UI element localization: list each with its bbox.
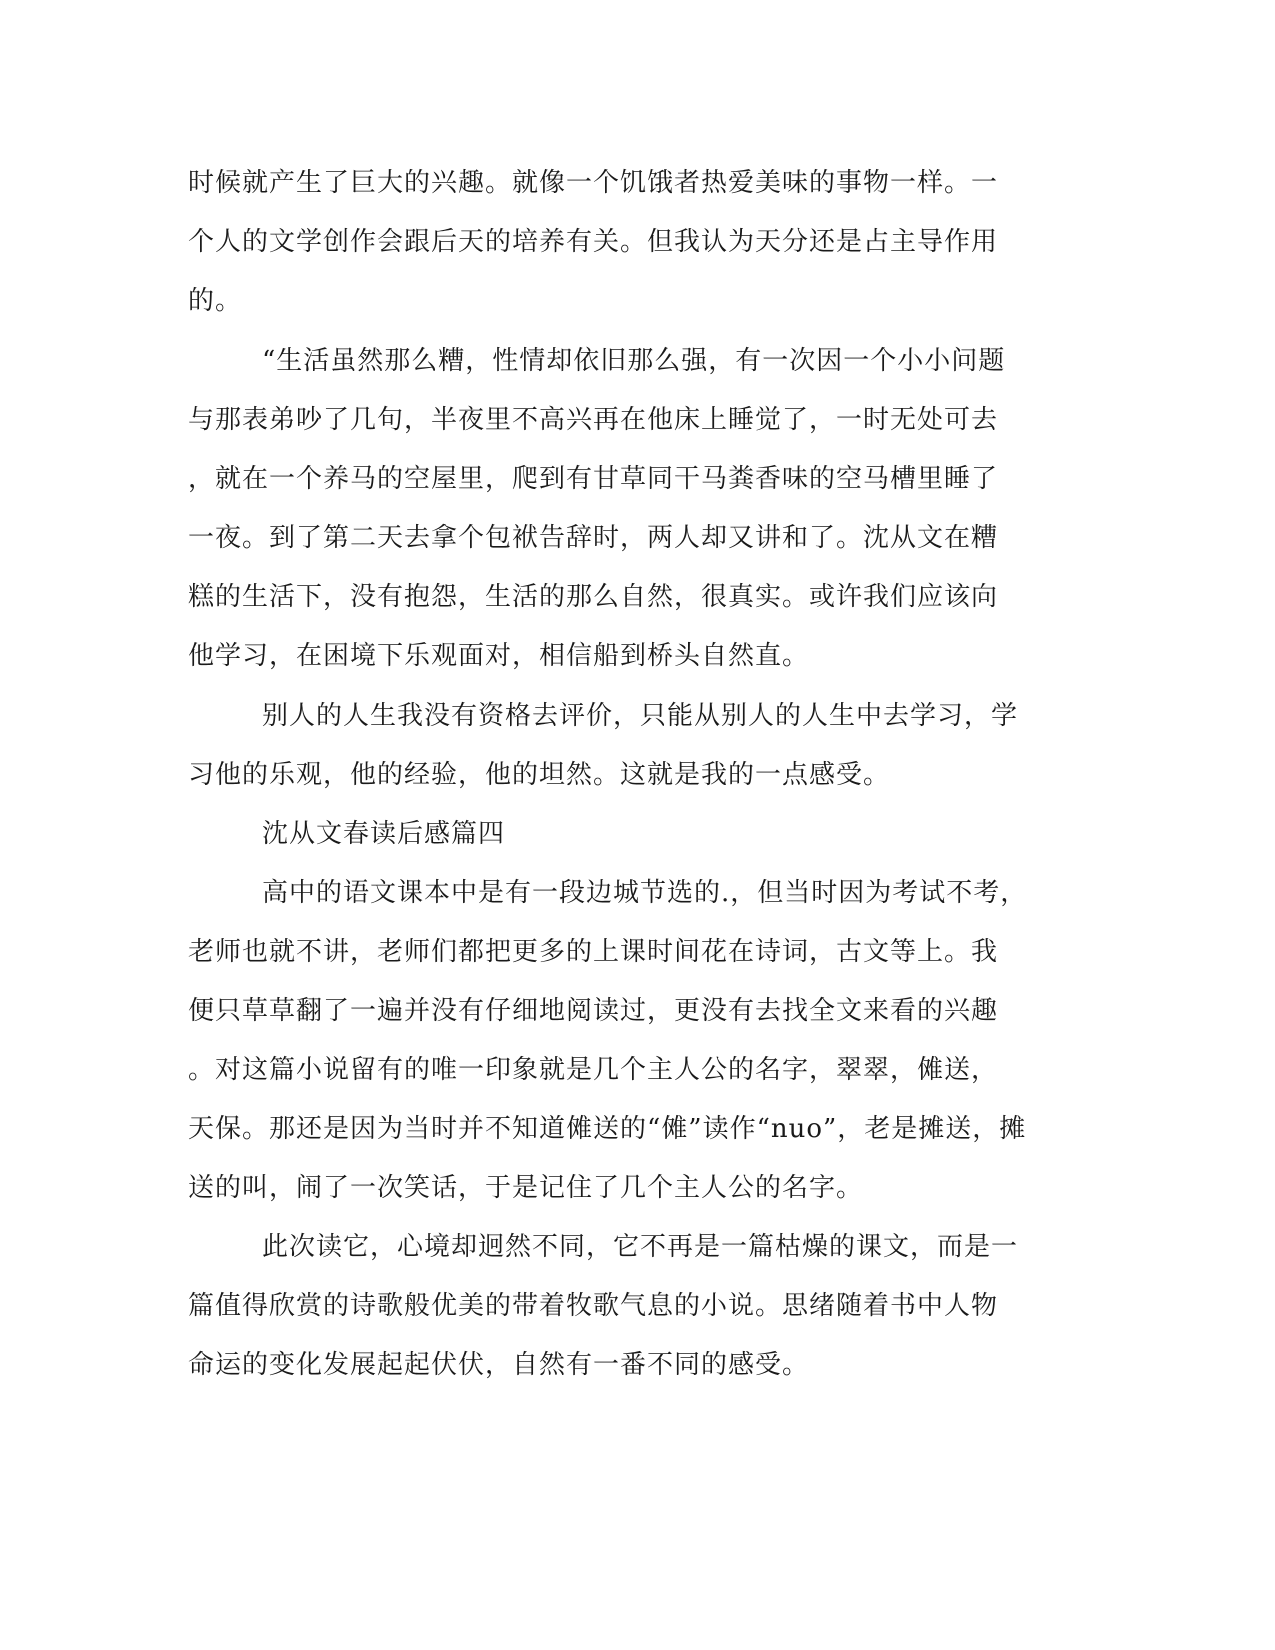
text-line: 一夜。到了第二天去拿个包袱告辞时，两人却又讲和了。沈从文在糟 (188, 523, 999, 553)
section-heading: 沈从文春读后感篇四 (262, 819, 506, 849)
text-line: 高中的语文课本中是有一段边城节选的.，但当时因为考试不考， (262, 878, 1028, 908)
text-line: 别人的人生我没有资格去评价，只能从别人的人生中去学习，学 (262, 701, 1019, 731)
text-line: 老师也就不讲，老师们都把更多的上课时间花在诗词，古文等上。我 (188, 937, 999, 967)
text-line: 命运的变化发展起起伏伏，自然有一番不同的感受。 (188, 1350, 810, 1380)
text-line: 天保。那还是因为当时并不知道傩送的“傩”读作“nuo”，老是摊送，摊 (188, 1114, 1027, 1144)
text-line: 此次读它，心境却迥然不同，它不再是一篇枯燥的课文，而是一 (262, 1232, 1019, 1262)
text-line: 他学习，在困境下乐观面对，相信船到桥头自然直。 (188, 641, 810, 671)
text-line: 时候就产生了巨大的兴趣。就像一个饥饿者热爱美味的事物一样。一 (188, 168, 999, 198)
text-line: 。对这篇小说留有的唯一印象就是几个主人公的名字，翠翠，傩送， (188, 1055, 999, 1085)
text-line: “生活虽然那么糟，性情却依旧那么强，有一次因一个小小问题 (262, 346, 1006, 376)
text-line: ，就在一个养马的空屋里，爬到有甘草同干马粪香味的空马槽里睡了 (188, 464, 999, 494)
text-line: 送的叫，闹了一次笑话，于是记住了几个主人公的名字。 (188, 1173, 864, 1203)
text-line: 糕的生活下，没有抱怨，生活的那么自然，很真实。或许我们应该向 (188, 582, 999, 612)
text-line: 篇值得欣赏的诗歌般优美的带着牧歌气息的小说。思绪随着书中人物 (188, 1291, 999, 1321)
text-line: 便只草草翻了一遍并没有仔细地阅读过，更没有去找全文来看的兴趣 (188, 996, 999, 1026)
text-line: 习他的乐观，他的经验，他的坦然。这就是我的一点感受。 (188, 760, 891, 790)
text-line: 的。 (188, 286, 243, 316)
text-line: 个人的文学创作会跟后天的培养有关。但我认为天分还是占主导作用 (188, 227, 999, 257)
text-line: 与那表弟吵了几句，半夜里不高兴再在他床上睡觉了，一时无处可去 (188, 405, 999, 435)
